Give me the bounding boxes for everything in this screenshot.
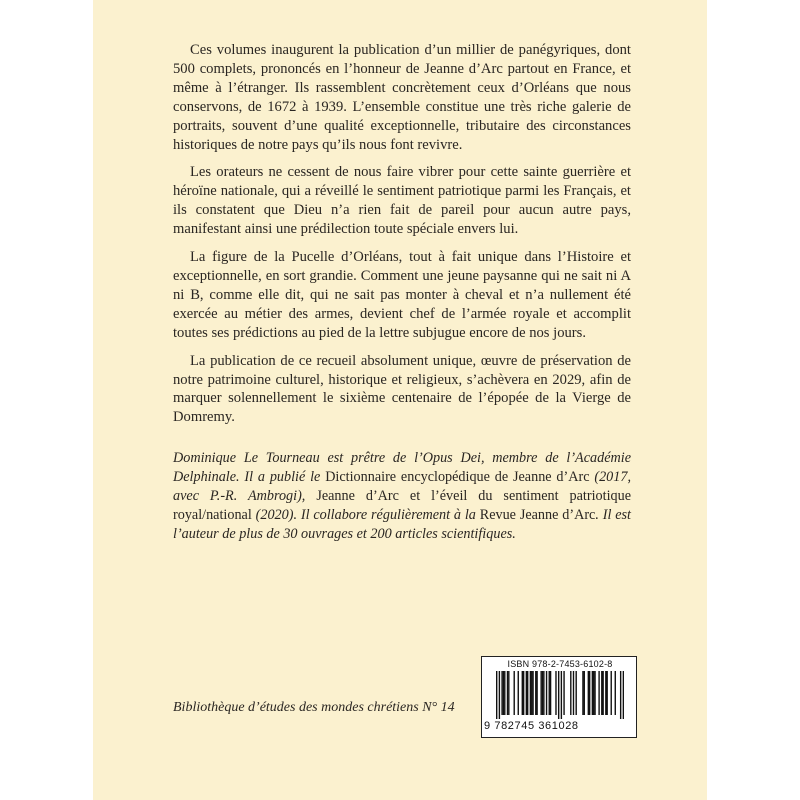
barcode-bar [573, 671, 574, 715]
blurb-paragraph-1: Ces volumes inaugurent la publication d’un millier de panégyriques, dont 500 complets, prononcés en l’honneur de Jeanne d’Arc partout en France, et même à l’étranger. Ils rassemblent concrètement ceux d’Orléans que nous conservons, de 1672 à 1939. L’ensemble constitue une très riche galerie de portraits, souvent d’une qualité exceptionnelle, tributaire des circonstances historiques de notre pays qu’ils nous font revivre. [173, 42, 631, 153]
barcode-bar [592, 671, 593, 715]
barcode-bar [588, 671, 589, 715]
barcode-bar [501, 671, 502, 715]
barcode-bar [499, 671, 500, 719]
barcode-bar [620, 671, 621, 719]
barcode-bar [602, 671, 603, 715]
barcode-bar [532, 671, 533, 715]
barcode-bar [563, 671, 564, 715]
bio-part-3: (2020). Il collabore régulièrement à la [251, 506, 480, 523]
barcode-bar [593, 671, 594, 715]
barcode-bar [507, 671, 508, 715]
barcode-bar [598, 671, 599, 715]
barcode-bar [605, 671, 606, 715]
barcode-bar [543, 671, 544, 715]
barcode-bar [570, 671, 571, 715]
barcode-bar [546, 671, 547, 715]
isbn-label: ISBN 978-2-7453-6102-8 [507, 659, 613, 669]
author-bio-paragraph [173, 449, 631, 544]
barcode-bar [523, 671, 524, 715]
barcode-bar [601, 671, 602, 715]
barcode-bar [531, 671, 532, 715]
barcode-bar [540, 671, 541, 715]
barcode-bar [508, 671, 509, 715]
barcode-bars [496, 671, 624, 719]
barcode-bar [589, 671, 590, 715]
barcode-bar [584, 671, 585, 715]
series-line: Bibliothèque d’études des mondes chrétiens N° 14 [173, 700, 455, 715]
barcode-bar [503, 671, 504, 715]
barcode-bar [522, 671, 523, 715]
ean-digits: 9 782745 361028 [484, 720, 579, 732]
barcode-bar [575, 671, 576, 715]
barcode-bar [611, 671, 612, 715]
barcode-bar [527, 671, 528, 715]
barcode-bar [549, 671, 550, 715]
barcode-bar [550, 671, 551, 715]
bio-part-4: . Il est l’auteur de plus de 30 ouvrages et 200 articles scientifiques. [173, 506, 631, 542]
blurb-paragraph-2: Les orateurs ne cessent de nous faire vibrer pour cette sainte guerrière et héroïne nationale, qui a réveillé le sentiment patriotique parmi les Français, et ils constatent que Dieu n’a rien fait de pareil pour aucun autre pays, manifestant ainsi une prédilection toute spéciale envers lui. [173, 164, 631, 238]
barcode-bar [504, 671, 505, 715]
barcode-bar [615, 671, 616, 715]
barcode-bar [536, 671, 537, 715]
barcode-bar [526, 671, 527, 715]
back-cover [93, 0, 707, 800]
barcode-bar [514, 671, 515, 715]
blurb-paragraph-4: La publication de ce recueil absolument unique, œuvre de préservation de notre patrimoine culturel, historique et religieux, s’achèvera en 2029, afin de marquer solennellement le sixième centenaire de l’épopée de la Vierge de Domremy. [173, 352, 631, 426]
barcode-bar [542, 671, 543, 715]
bio-book-title-1: Dictionnaire encyclopédique de Jeanne d’Arc [325, 468, 590, 485]
blurb-paragraph-3: La figure de la Pucelle d’Orléans, tout à fait unique dans l’Histoire et exceptionnelle, en sort grandie. Comment une jeune paysanne qui ne sait ni A ni B, comme elle dit, qui ne sait pas monter à cheval et n’a nullement été exercée au métier des armes, devient chef de l’armée royale et accomplit toutes ses prédictions au pied de la lettre subjugue encore de nos jours. [173, 249, 631, 341]
barcode-bar [561, 671, 562, 719]
barcode-bar [623, 671, 624, 719]
bio-part-1: Dominique Le Tourneau est prêtre de l’Opus Dei, membre de l’Académie Delphinale. Il a publié le [173, 450, 631, 485]
barcode [481, 656, 637, 738]
bio-book-title-2: Jeanne d’Arc et l’éveil du sentiment patriotique royal/national [173, 487, 631, 523]
barcode-bar [594, 671, 595, 715]
barcode-bar [582, 671, 583, 715]
bio-journal-title: Revue Jeanne d’Arc [479, 506, 596, 523]
barcode-bar [606, 671, 607, 715]
barcode-bar [530, 671, 531, 715]
bio-part-2: (2017, avec P.-R. Ambrogi), [173, 468, 631, 504]
barcode-bar [555, 671, 556, 715]
barcode-bar [535, 671, 536, 715]
author-bio [173, 449, 631, 544]
barcode-bar [558, 671, 559, 719]
barcode-bar [518, 671, 519, 715]
blurb-text [173, 41, 631, 436]
barcode-bar [496, 671, 497, 719]
